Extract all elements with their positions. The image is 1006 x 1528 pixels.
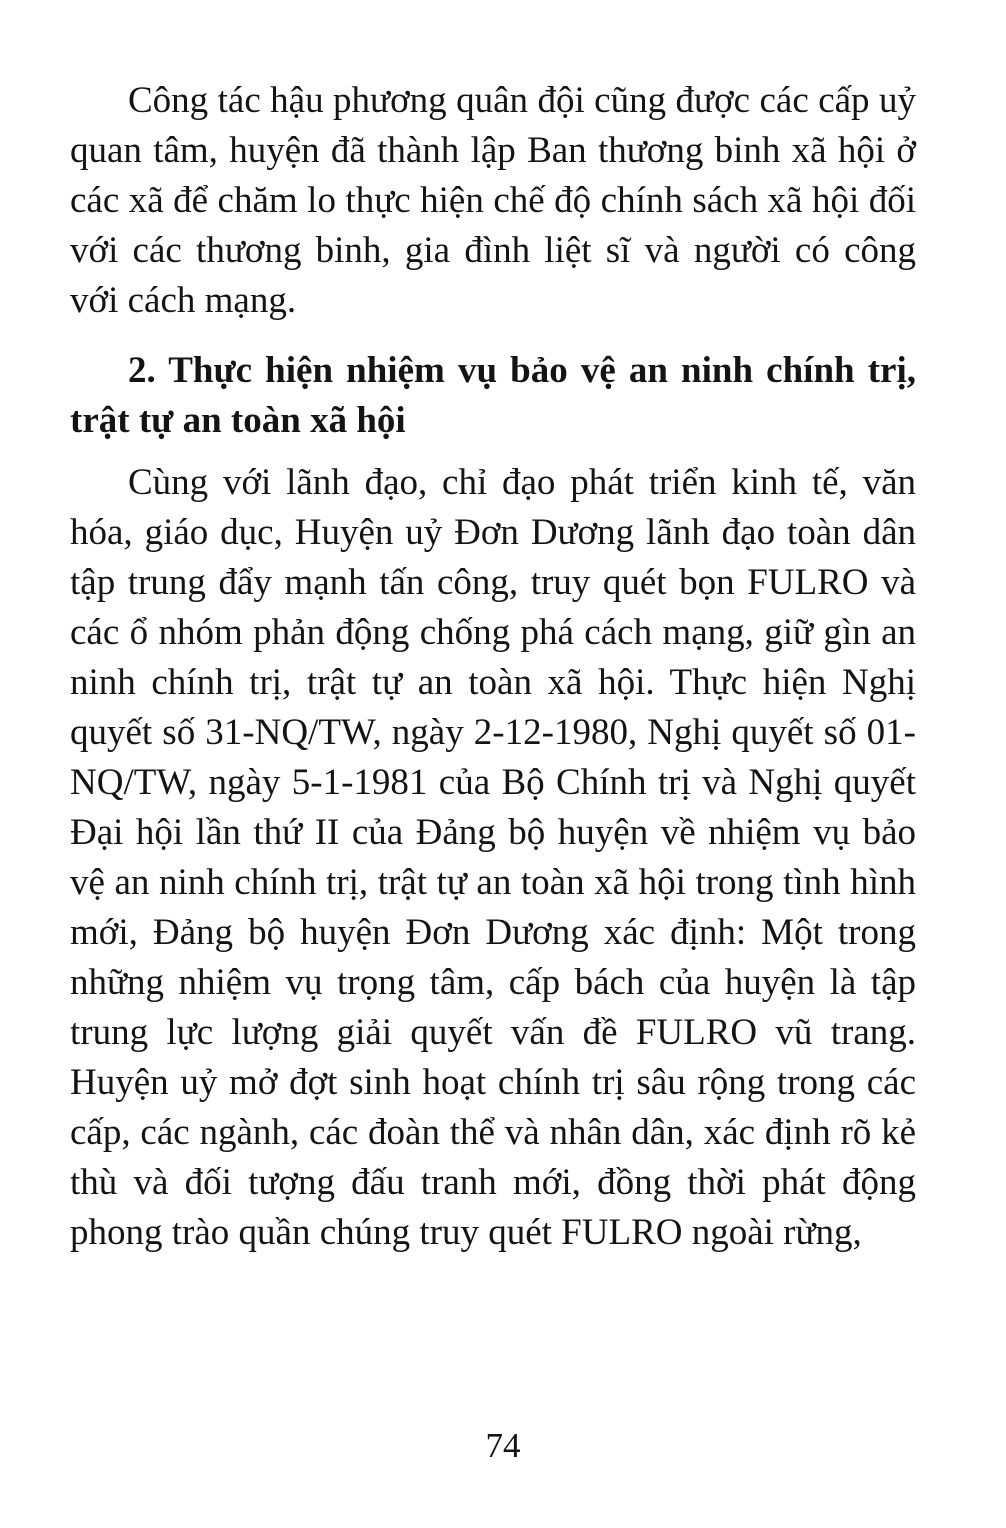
paragraph-security: Cùng với lãnh đạo, chỉ đạo phát triển kinh tế, văn hóa, giáo dục, Huyện uỷ Đơn Dương lãnh đạo toàn dân tập trung đẩy mạnh tấn công, truy quét bọn FULRO và các ổ nhóm phản động chống phá cách mạng, giữ gìn an ninh chính trị, trật tự an toàn xã hội. Thực hiện Nghị quyết số 31-NQ/TW, ngày 2-12-1980, Nghị quyết số 01-NQ/TW, ngày 5-1-1981 của Bộ Chính trị và Nghị quyết Đại hội lần thứ II của Đảng bộ huyện về nhiệm vụ bảo vệ an ninh chính trị, trật tự an toàn xã hội trong tình hình mới, Đảng bộ huyện Đơn Dương xác định: Một trong những nhiệm vụ trọng tâm, cấp bách của huyện là tập trung lực lượng giải quyết vấn đề FULRO vũ trang. Huyện uỷ mở đợt sinh hoạt chính trị sâu rộng trong các cấp, các ngành, các đoàn thể và nhân dân, xác định rõ kẻ thù và đối tượng đấu tranh mới, đồng thời phát động phong trào quần chúng truy quét FULRO ngoài rừng, [70,462,916,1253]
page-body [70,76,916,1258]
section-heading: 2. Thực hiện nhiệm vụ bảo vệ an ninh chính trị, trật tự an toàn xã hội [70,350,916,441]
paragraph-rear-support: Công tác hậu phương quân đội cũng được các cấp uỷ quan tâm, huyện đã thành lập Ban thương binh xã hội ở các xã để chăm lo thực hiện chế độ chính sách xã hội đối với các thương binh, gia đình liệt sĩ và người có công với cách mạng. [70,80,916,321]
page-number: 74 [485,1426,521,1465]
